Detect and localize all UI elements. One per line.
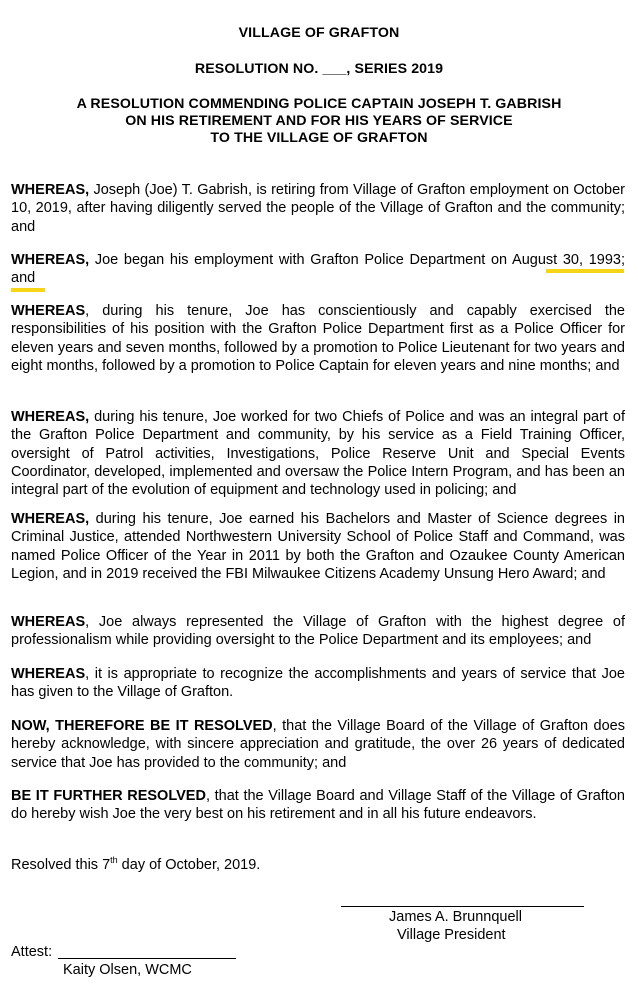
- resolution-title-line-3: TO THE VILLAGE OF GRAFTON: [210, 130, 428, 146]
- attest-label: Attest:: [11, 944, 53, 960]
- paragraph-text: Joseph (Joe) T. Gabrish, is retiring from Village of Grafton employment on October 10, 2019, after having diligently served the people of the Village of Grafton and the community; and: [11, 182, 625, 235]
- whereas-paragraph-7: [11, 665, 625, 702]
- paragraph-lead: WHEREAS,: [11, 409, 90, 425]
- president-title: Village President: [397, 927, 506, 943]
- village-heading: VILLAGE OF GRAFTON: [238, 25, 400, 41]
- paragraph-lead: BE IT FURTHER RESOLVED: [11, 788, 206, 804]
- paragraph-text: , that the Village Board of the Village of Grafton does hereby acknowledge, with sincere appreciation and gratitude, the over 26 years of dedicated service that Joe has provided to the community; and: [11, 718, 625, 771]
- resolved-date-superscript: th: [110, 855, 118, 866]
- resolved-date-suffix: day of October, 2019.: [117, 857, 261, 873]
- resolution-title-line-2: ON HIS RETIREMENT AND FOR HIS YEARS OF SERVICE: [125, 113, 513, 129]
- paragraph-lead: WHEREAS: [11, 303, 86, 319]
- whereas-paragraph-3: [11, 302, 625, 375]
- paragraph-text: , Joe always represented the Village of Grafton with the highest degree of professionalism while providing oversight to the Police Department and its employees; and: [11, 614, 625, 649]
- whereas-paragraph-2: [11, 251, 625, 288]
- whereas-paragraph-6: [11, 613, 625, 650]
- date-highlight-underline: [11, 288, 45, 292]
- further-resolved-paragraph: [11, 787, 625, 824]
- clerk-name: Kaity Olsen, WCMC: [63, 962, 192, 978]
- paragraph-text: during his tenure, Joe worked for two Chiefs of Police and was an integral part of the Grafton Police Department and community, by his service as a Field Training Officer, oversight of Patrol activities, Investigations, Police Reserve Unit and Special Events Coordinator, developed, implemented and oversaw the Police Intern Program, and has been an integral part of the evolution of equipment and technology used in policing; and: [11, 409, 625, 499]
- resolution-title-line-1: A RESOLUTION COMMENDING POLICE CAPTAIN JOSEPH T. GABRISH: [76, 96, 562, 112]
- paragraph-lead: WHEREAS,: [11, 182, 90, 198]
- paragraph-text: Joe began his employment with Grafton Police Department on August 30, 1993; and: [11, 252, 625, 287]
- resolution-number: RESOLUTION NO. ___, SERIES 2019: [194, 61, 444, 77]
- whereas-paragraph-5: [11, 510, 625, 583]
- whereas-paragraph-4: [11, 408, 625, 499]
- whereas-paragraph-1: [11, 181, 625, 236]
- paragraph-lead: WHEREAS,: [11, 511, 90, 527]
- president-signature-line: [341, 906, 584, 907]
- attest-signature-line: [58, 958, 236, 959]
- resolved-date-prefix: Resolved this 7: [11, 857, 111, 873]
- paragraph-text: , it is appropriate to recognize the accomplishments and years of service that Joe has given to the Village of Grafton.: [11, 666, 625, 701]
- paragraph-text: during his tenure, Joe earned his Bachelors and Master of Science degrees in Criminal Justice, attended Northwestern University School of Police Staff and Command, was named Police Officer of the Year in 2011 by both the Grafton and Ozaukee County American Legion, and in 2019 received the FBI Milwaukee Citizens Academy Unsung Hero Award; and: [11, 511, 625, 582]
- resolved-paragraph: [11, 717, 625, 772]
- resolved-date: [11, 856, 260, 874]
- paragraph-lead: NOW, THEREFORE BE IT RESOLVED: [11, 718, 273, 734]
- paragraph-lead: WHEREAS: [11, 666, 86, 682]
- date-highlight-underline: [546, 269, 624, 273]
- paragraph-lead: WHEREAS,: [11, 252, 90, 268]
- paragraph-text: , that the Village Board and Village Staff of the Village of Grafton do hereby wish Joe the very best on his retirement and in all his future endeavors.: [11, 788, 625, 823]
- paragraph-text: , during his tenure, Joe has conscientiously and capably exercised the responsibilities of his position with the Grafton Police Department first as a Police Officer for eleven years and seven months, followed by a promotion to Police Lieutenant for two years and eight months, followed by a promotion to Police Captain for eleven years and nine months; and: [11, 303, 625, 374]
- president-name: James A. Brunnquell: [389, 909, 522, 925]
- paragraph-lead: WHEREAS: [11, 614, 86, 630]
